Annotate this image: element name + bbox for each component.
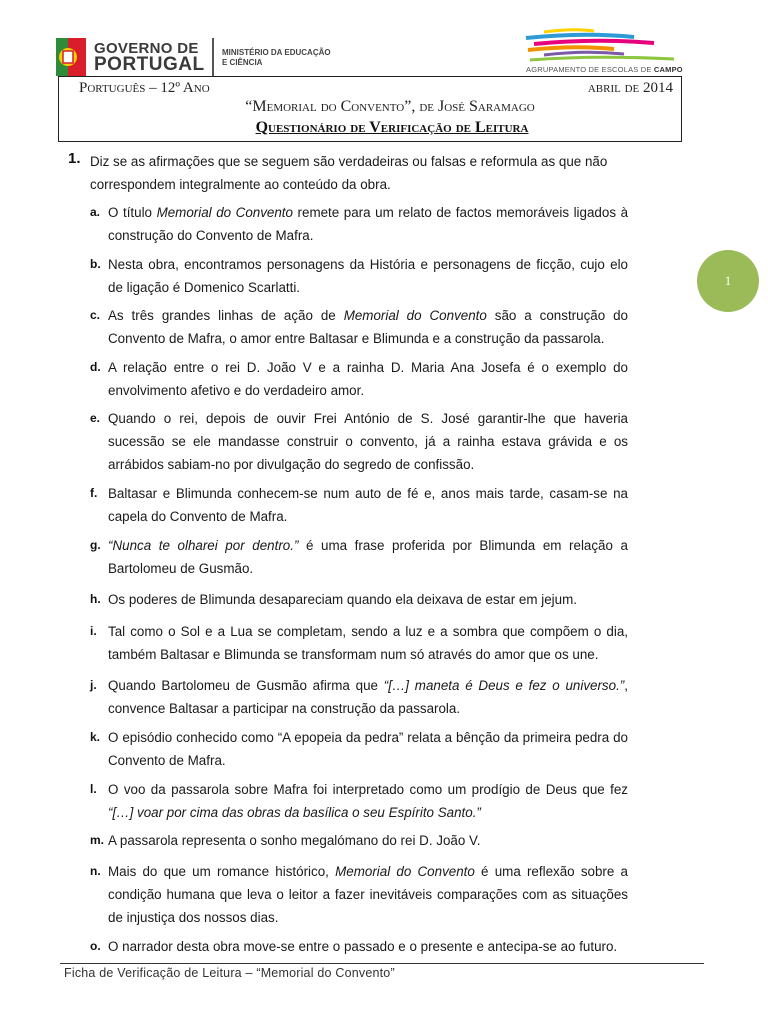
item-italic: Memorial do Convento bbox=[156, 205, 293, 220]
logo-divider bbox=[212, 38, 214, 76]
item-text: Mais do que um romance histórico, bbox=[108, 864, 336, 879]
school-logo bbox=[524, 28, 704, 76]
item-text-after: , convence Baltasar a participar na construção da passarola. bbox=[108, 678, 628, 716]
question-text: Diz se as afirmações que se seguem são verdadeiras ou falsas e reformula as que não correspondem integralmente ao conteúdo da obra. bbox=[90, 154, 608, 192]
item-letter: g. bbox=[90, 538, 101, 552]
footer-divider bbox=[60, 963, 704, 964]
item-letter: a. bbox=[90, 205, 101, 219]
item-text: O título bbox=[108, 205, 157, 220]
portugal-shield-icon bbox=[56, 38, 86, 76]
school-stripes-icon bbox=[524, 28, 684, 62]
item-text: As três grandes linhas de ação de bbox=[108, 308, 344, 323]
item-text-after: remete para um relato de factos memoráveis ligados à construção do Convento de Mafra. bbox=[108, 205, 629, 243]
book-title: “Memorial do Convento”, de José Saramago bbox=[245, 98, 535, 115]
page-number-badge: 1 bbox=[697, 250, 759, 312]
item-letter: o. bbox=[90, 939, 101, 953]
item-letter: h. bbox=[90, 592, 101, 606]
item-letter: i. bbox=[90, 624, 97, 638]
item-text-after: é uma reflexão sobre a condição humana que leva o leitor a fazer inevitáveis comparações com as situações de injustiça dos nossos dias. bbox=[108, 864, 628, 925]
school-name bbox=[526, 65, 683, 74]
item-text: Quando o rei, depois de ouvir Frei António de S. José garantir-lhe que haveria sucessão se ele mandasse construir o convento, já a rainha estava grávida e os arrábidos sabiam-no por divulgação do segredo de confissão. bbox=[108, 411, 628, 472]
item-italic: “[…] voar por cima das obras da basílica o seu Espírito Santo.” bbox=[108, 805, 481, 820]
item-text-after: são a construção do Convento de Mafra, o amor entre Baltasar e Blimunda e a construção da passarola. bbox=[108, 308, 628, 346]
gov-line1: GOVERNO DE bbox=[94, 40, 199, 57]
item-letter: b. bbox=[90, 257, 101, 271]
worksheet-title: Questionário de Verificação de Leitura bbox=[255, 119, 529, 136]
subject-label: Português – 12º Ano bbox=[79, 80, 210, 96]
item-text: O voo da passarola sobre Mafra foi interpretado como um prodígio de Deus que fez bbox=[108, 782, 628, 797]
item-letter: l. bbox=[90, 782, 97, 796]
government-logo bbox=[56, 38, 346, 78]
ministry-line1: MINISTÉRIO DA EDUCAÇÃO bbox=[222, 48, 331, 57]
item-letter: j. bbox=[90, 678, 97, 692]
date-label: abril de 2014 bbox=[587, 80, 673, 96]
item-text: Os poderes de Blimunda desapareciam quando ela deixava de estar em jejum. bbox=[108, 592, 577, 607]
header-box bbox=[58, 76, 682, 142]
item-letter: f. bbox=[90, 486, 98, 500]
item-letter: c. bbox=[90, 308, 101, 322]
item-text: O narrador desta obra move-se entre o passado e o presente e antecipa-se ao futuro. bbox=[108, 939, 618, 954]
item-letter: d. bbox=[90, 360, 101, 374]
item-italic: Memorial do Convento bbox=[335, 864, 475, 879]
item-letter: k. bbox=[90, 730, 101, 744]
ministry-line2: E CIÊNCIA bbox=[222, 58, 263, 67]
item-text-after: é uma frase proferida por Blimunda em relação a Bartolomeu de Gusmão. bbox=[108, 538, 628, 576]
item-text: Tal como o Sol e a Lua se completam, sendo a luz e a sombra que compõem o dia, também Baltasar e Blimunda se transformam num só através do amor que os une. bbox=[108, 624, 628, 662]
school-name-plain: AGRUPAMENTO DE ESCOLAS DE bbox=[526, 65, 652, 74]
item-italic: Memorial do Convento bbox=[343, 308, 487, 323]
item-text: Quando Bartolomeu de Gusmão afirma que bbox=[108, 678, 384, 693]
footer-text: Ficha de Verificação de Leitura – “Memorial do Convento” bbox=[64, 966, 395, 980]
school-name-bold: CAMPO bbox=[653, 65, 683, 74]
item-letter: m. bbox=[90, 833, 105, 847]
item-text: Nesta obra, encontramos personagens da História e personagens de ficção, cujo elo de ligação é Domenico Scarlatti. bbox=[108, 257, 628, 295]
item-text: A relação entre o rei D. João V e a rainha D. Maria Ana Josefa é o exemplo do envolvimento afetivo e do verdadeiro amor. bbox=[108, 360, 628, 398]
item-text: Baltasar e Blimunda conhecem-se num auto de fé e, anos mais tarde, casam-se na capela do Convento de Mafra. bbox=[108, 486, 628, 524]
item-italic: “Nunca te olharei por dentro.” bbox=[108, 538, 299, 553]
item-letter: e. bbox=[90, 411, 101, 425]
item-text: O episódio conhecido como “A epopeia da pedra” relata a bênção da primeira pedra do Convento de Mafra. bbox=[108, 730, 628, 768]
item-letter: n. bbox=[90, 864, 101, 878]
item-text: A passarola representa o sonho megalómano do rei D. João V. bbox=[108, 833, 481, 848]
item-italic: “[…] maneta é Deus e fez o universo.” bbox=[383, 678, 625, 693]
gov-line2: PORTUGAL bbox=[94, 54, 205, 75]
question-number: 1. bbox=[68, 150, 81, 167]
